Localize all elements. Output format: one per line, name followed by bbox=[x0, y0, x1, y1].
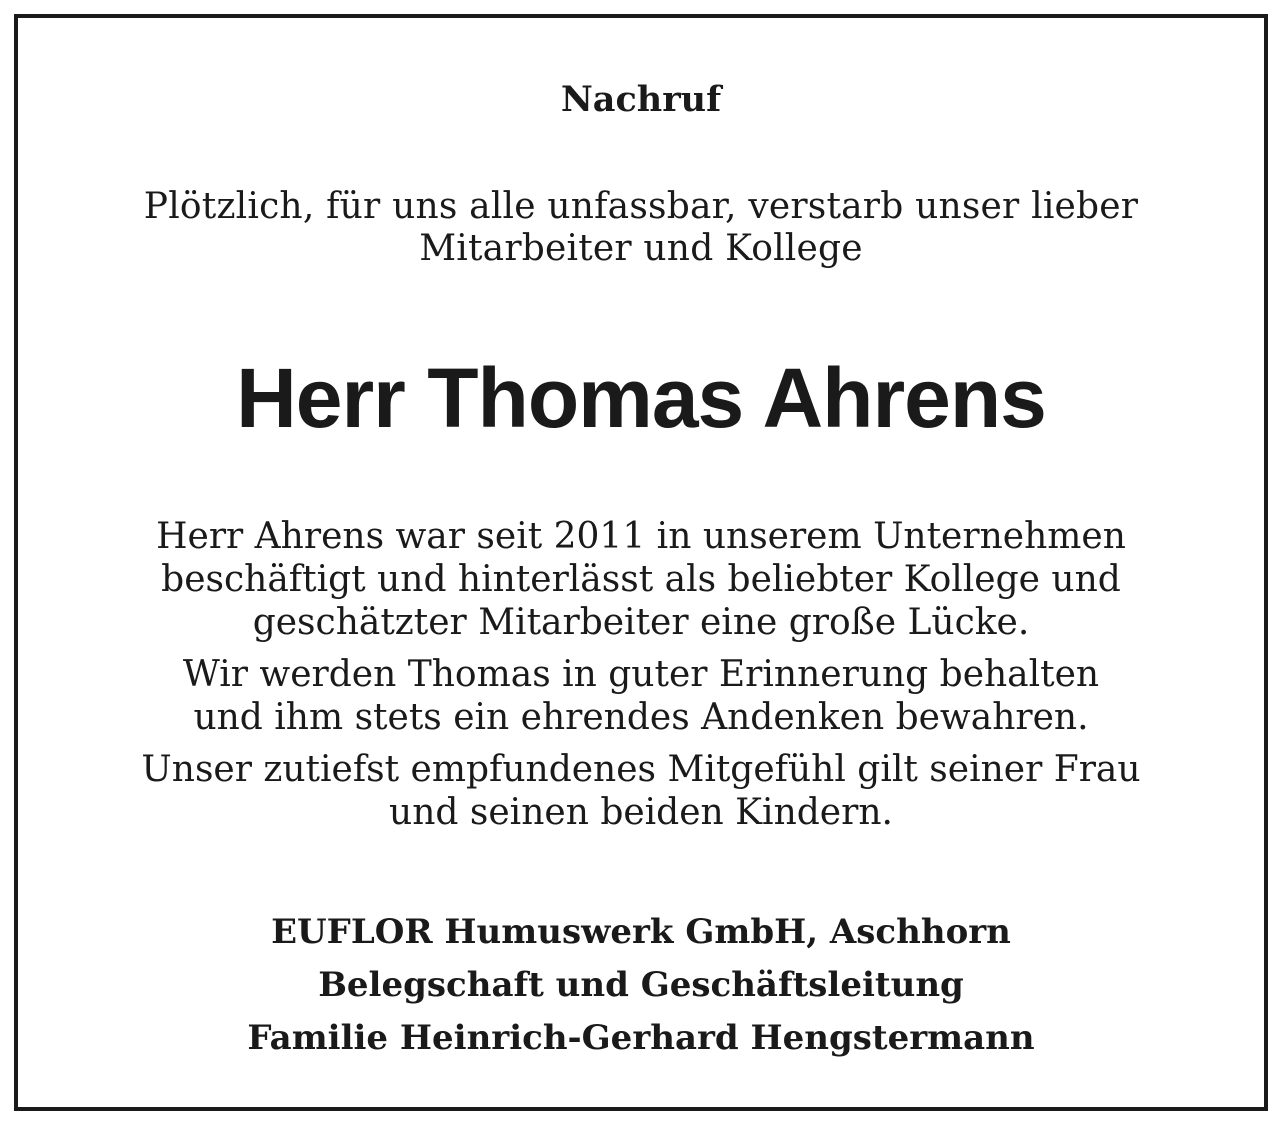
intro-line: Mitarbeiter und Kollege bbox=[419, 228, 863, 269]
body-line: Herr Ahrens war seit 2011 in unserem Unternehmen bbox=[156, 516, 1126, 557]
obituary-body bbox=[18, 515, 1264, 843]
body-line: geschätzter Mitarbeiter eine große Lücke. bbox=[252, 602, 1030, 643]
body-line: beschäftigt und hinterlässt als beliebter Kollege und bbox=[161, 559, 1121, 600]
body-line: Wir werden Thomas in guter Erinnerung behalten bbox=[182, 654, 1100, 695]
body-paragraph bbox=[18, 653, 1264, 739]
signature-staff: Belegschaft und Geschäftsleitung bbox=[318, 965, 964, 1005]
body-line: und seinen beiden Kindern. bbox=[389, 792, 893, 833]
body-line: Unser zutiefst empfundenes Mitgefühl gilt seiner Frau bbox=[141, 749, 1141, 790]
signature-family: Familie Heinrich-Gerhard Hengstermann bbox=[247, 1018, 1035, 1058]
obituary-heading: Nachruf bbox=[560, 79, 722, 120]
signature-block bbox=[18, 906, 1264, 1065]
intro-line: Plötzlich, für uns alle unfassbar, verstarb unser lieber bbox=[143, 186, 1139, 227]
obituary-frame bbox=[14, 14, 1268, 1111]
body-line: und ihm stets ein ehrendes Andenken bewahren. bbox=[193, 697, 1089, 738]
deceased-name: Herr Thomas Ahrens bbox=[236, 351, 1046, 445]
body-paragraph bbox=[18, 515, 1264, 644]
body-paragraph bbox=[18, 748, 1264, 834]
signature-company: EUFLOR Humuswerk GmbH, Aschhorn bbox=[271, 912, 1011, 952]
intro-text bbox=[18, 186, 1264, 270]
